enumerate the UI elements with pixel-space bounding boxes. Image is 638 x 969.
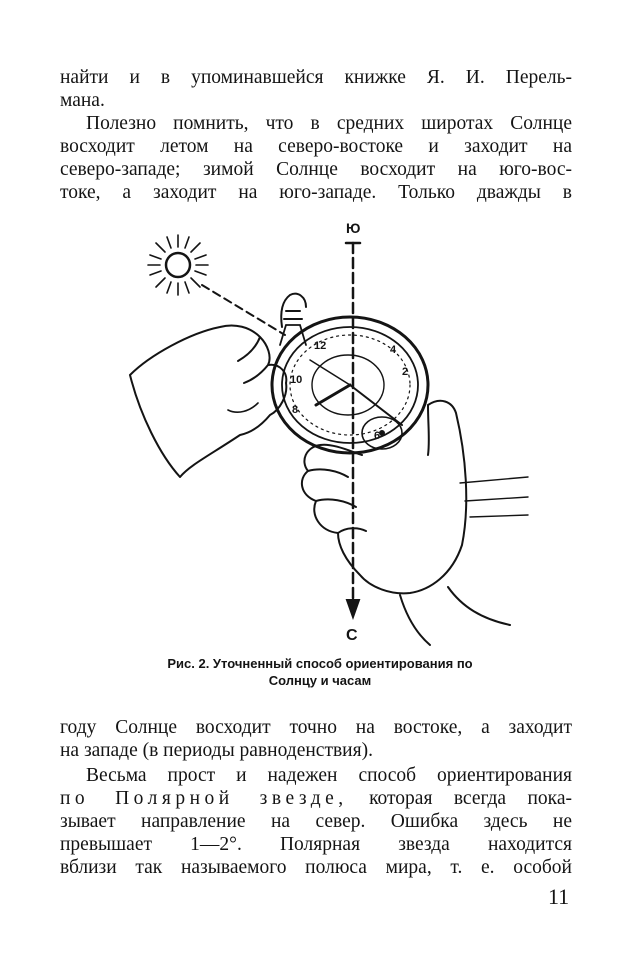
watch-crown [281, 294, 306, 327]
dial-number: 6 [374, 430, 381, 442]
text-fragment: которая всегда пока- [347, 788, 573, 809]
text-line: восходит летом на северо-востоке и заходит на [60, 136, 572, 157]
page-number: 11 [548, 884, 570, 909]
text-line: северо-западе; зимой Солнце восходит на юго-вос- [60, 159, 572, 180]
south-label: Ю [346, 220, 361, 236]
text-line: найти и в упоминавшейся книжке Я. И. Перель- [60, 67, 572, 88]
caption-line: Рис. 2. Уточненный способ ориентирования по [167, 656, 473, 671]
dial-number: 4 [390, 344, 397, 356]
north-label: С [346, 627, 358, 644]
text-line [60, 787, 572, 810]
text-line: Полезно помнить, что в средних широтах Солнце [86, 113, 572, 134]
text-line: на западе (в периоды равноденствия). [60, 740, 373, 761]
figure-caption [100, 655, 540, 689]
text-line: году Солнце восходит точно на востоке, а заходит [60, 717, 572, 738]
right-hand [302, 401, 466, 593]
figure-watch-compass-illustration [110, 215, 530, 655]
dial-number: 10 [290, 374, 303, 386]
caption-line: Солнцу и часам [268, 673, 372, 688]
dial-number: 12 [314, 340, 327, 352]
paragraph-1 [60, 66, 572, 112]
text-line: превышает 1—2°. Полярная звезда находится [60, 834, 572, 855]
dial-number: 8 [292, 404, 299, 416]
emphasized-text: по Полярной звезде, [60, 788, 348, 809]
text-line: зывает направление на север. Ошибка здесь не [60, 811, 572, 832]
paragraph-3 [60, 716, 572, 762]
left-hand [130, 325, 286, 477]
sun-icon [148, 235, 208, 295]
text-line: токе, а заходит на юго-западе. Только дважды в [60, 182, 572, 203]
north-arrow-icon [347, 600, 359, 617]
paragraph-4 [60, 764, 572, 879]
text-line: мана. [60, 90, 105, 111]
text-line: вблизи так называемого полюса мира, т. е. особой [60, 857, 572, 878]
text-line: Весьма прост и надежен способ ориентирования [86, 765, 572, 786]
paragraph-2 [60, 112, 572, 204]
dial-number: 2 [402, 366, 409, 378]
